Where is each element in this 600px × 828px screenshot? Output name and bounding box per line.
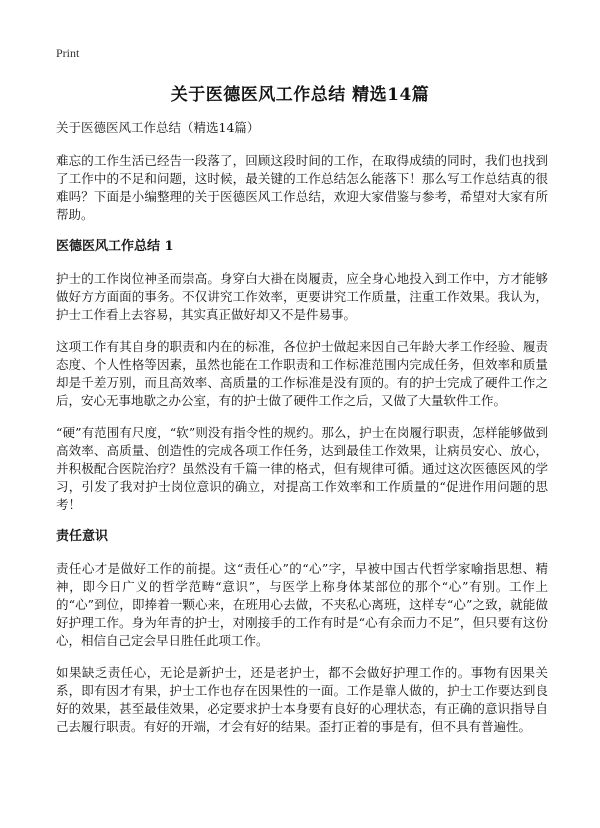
section-1-paragraph-2: 这项工作有其自身的职责和内在的标准，各位护士做起来因自己年龄大孝工作经验、履责态度、个人性格等因素，虽然也能在工作职责和工作标准范围内完成任务，但效率和质量却是千差万别，而且高效率、高质量的工作标准是没有顶的。有的护士完成了硬件工作之后，安心无事地歇之办公室，有的护士做了硬件工作之后，又做了大量软件工作。 (56, 339, 548, 408)
intro-paragraph: 难忘的工作生活已经告一段落了，回顾这段时间的工作，在取得成绩的同时，我们也找到了工作中的不足和问题，这时候，最关键的工作总结怎么能落下！那么写工作总结真的很难吗？下面是小编整理的关于医德医风工作总结，欢迎大家借鉴与参考，希望对大家有所帮助。 (56, 153, 548, 222)
page-title: 关于医德医风工作总结 精选14篇 (170, 85, 430, 105)
article-body (56, 120, 548, 750)
section-1-paragraph-1: 护士的工作岗位神圣而崇高。身穿白大褂在岗履责，应全身心地投入到工作中，方才能够做好方方面面的事务。不仅讲究工作效率，更要讲究工作质量，注重工作效果。我认为，护士工作看上去容易，其实真正做好却又不是件易事。 (56, 271, 548, 322)
print-link[interactable]: Print (56, 46, 80, 60)
section-heading-2: 责任意识 (56, 529, 109, 544)
section-2-paragraph-2: 如果缺乏责任心，无论是新护士，还是老护士，都不会做好护理工作的。事物有因果关系，即有因才有果，护士工作也存在因果性的一面。工作是靠人做的，护士工作要达到良好的效果，甚至最佳效果，必定要求护士本身要有良好的心理状态，有正确的意识指导自己去履行职责。有好的开端，才会有好的结果。歪打正着的事是有，但不具有普遍性。 (56, 665, 548, 734)
article-subtitle: 关于医德医风工作总结（精选14篇） (56, 120, 260, 135)
section-heading-1: 医德医风工作总结 1 (56, 239, 174, 254)
section-2-paragraph-1: 责任心才是做好工作的前提。这“责任心”的“心”字，早被中国古代哲学家喻指思想、精神，即今日广义的哲学范畴“意识”，与医学上称身体某部位的那个“心”有别。工作上的“心”到位，即捧着一颗心来，在班用心去做，不夹私心离班，这样专“心”之致，就能做好护理工作。身为年青的护士，对刚接手的工作有时是“心有余而力不足”，但只要有这份心，相信自己定会早日胜任此项工作。 (56, 561, 548, 648)
section-1-paragraph-3: “硬”有范围有尺度，“软”则没有指令性的规约。那么，护士在岗履行职责，怎样能够做到高效率、高质量、创造性的完成各项工作任务，达到最佳工作效果，让病员安心、放心，并积极配合医院治疗？虽然没有千篇一律的格式，但有规律可循。通过这次医德医风的学习，引发了我对护士岗位意识的确立，对提高工作效率和工作质量的“促进作用问题的思考！ (56, 425, 548, 512)
